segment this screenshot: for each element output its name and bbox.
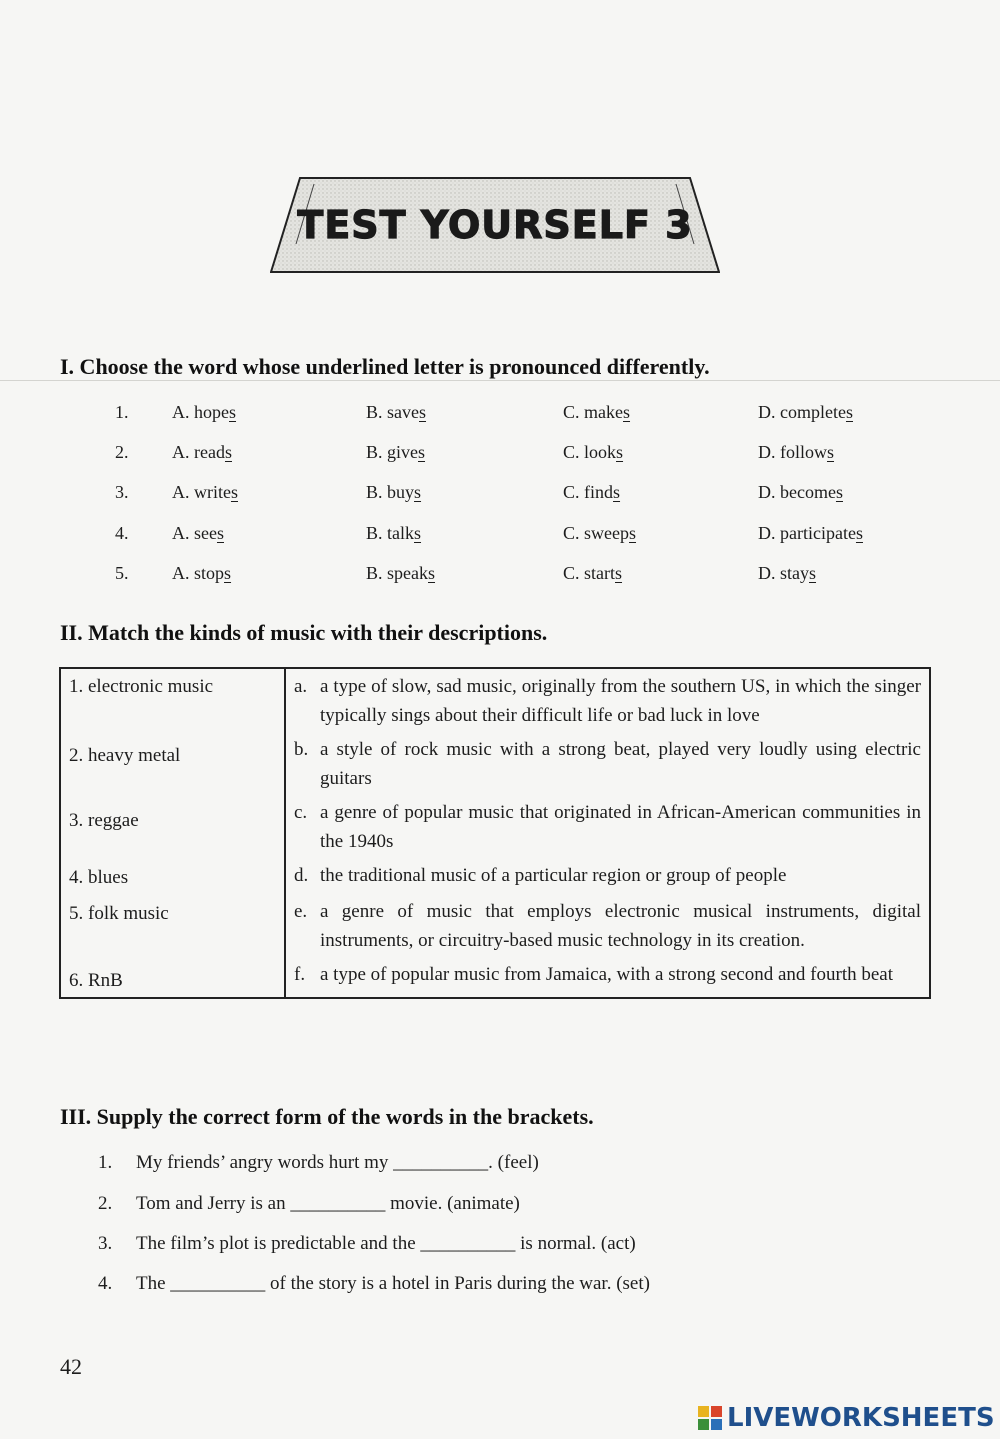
option-d[interactable] (758, 482, 843, 503)
music-kind (60, 858, 285, 894)
option-c[interactable] (563, 442, 623, 463)
option-word: B. save (366, 402, 419, 422)
option-word: B. speak (366, 563, 428, 583)
option-word: B. talk (366, 523, 414, 543)
section-3-heading: III. Supply the correct form of the words in the brackets. (60, 1104, 594, 1129)
underlined-letter: s (623, 402, 631, 422)
underlined-letter: s (224, 442, 232, 462)
answer-blank[interactable]: __________ (290, 1193, 386, 1214)
sentence-before: Tom and Jerry is an (136, 1193, 286, 1214)
page-number: 42 (60, 1354, 82, 1379)
underlined-letter: s (224, 563, 232, 583)
answer-blank[interactable]: __________ (393, 1152, 489, 1173)
option-word: C. look (563, 442, 617, 462)
music-kind-label: 1. electronic music (69, 676, 214, 697)
description-cell (285, 957, 930, 998)
table-row (60, 858, 930, 894)
sentence-before: The film’s plot is predictable and the (136, 1233, 416, 1254)
underlined-letter: s (809, 563, 817, 583)
liveworksheets-icon (697, 1405, 723, 1431)
option-word: A. hope (172, 402, 229, 422)
underlined-letter: s (414, 482, 422, 502)
description-letter: a. (294, 676, 308, 697)
item-number: 1. (98, 1152, 113, 1173)
option-word: C. make (563, 402, 623, 422)
question-number: 1. (115, 402, 129, 422)
option-a[interactable] (172, 523, 224, 544)
option-word: C. start (563, 563, 615, 583)
description-text: a type of popular music from Jamaica, with a strong second and fourth beat (320, 964, 893, 985)
table-row (60, 957, 930, 998)
option-c[interactable] (563, 563, 622, 584)
question-number: 5. (115, 563, 129, 583)
music-kind-label: 4. blues (69, 867, 129, 888)
question-number: 4. (115, 523, 129, 543)
option-word: B. give (366, 442, 418, 462)
table-row (60, 795, 930, 858)
divider (0, 380, 1000, 381)
page-title: TEST YOURSELF 3 (297, 203, 693, 247)
description-text: the traditional music of a particular region or group of people (320, 865, 787, 886)
option-d[interactable] (758, 523, 863, 544)
option-a[interactable] (172, 563, 231, 584)
matching-table (59, 667, 931, 999)
table-row (60, 732, 930, 795)
section-2-heading: II. Match the kinds of music with their descriptions. (60, 620, 548, 645)
option-word: B. buy (366, 482, 415, 502)
underlined-letter: s (855, 523, 863, 543)
option-word: C. find (563, 482, 614, 502)
description-text: a genre of popular music that originated in African-American communities in the 1940s (320, 802, 921, 852)
description-cell (285, 858, 930, 894)
music-kind (60, 894, 285, 957)
option-word: A. read (172, 442, 225, 462)
music-kind-label: 6. RnB (69, 970, 123, 991)
option-word: D. complete (758, 402, 846, 422)
option-b[interactable] (366, 563, 435, 584)
underlined-letter: s (418, 442, 426, 462)
sentence-before: My friends’ angry words hurt my (136, 1152, 389, 1173)
option-b[interactable] (366, 523, 421, 544)
description-letter: f. (294, 964, 306, 985)
question-number: 3. (115, 482, 129, 502)
section-1-heading: I. Choose the word whose underlined letter is pronounced differently. (60, 354, 710, 379)
music-kind (60, 732, 285, 795)
underlined-letter: s (230, 482, 238, 502)
description-cell (285, 894, 930, 957)
brand-name: LIVEWORKSHEETS (727, 1403, 995, 1433)
question-number: 2. (115, 442, 129, 462)
description-text: a type of slow, sad music, originally from the southern US, in which the singer typically sings about their difficult life or bad luck in love (320, 676, 921, 726)
sentence-before: The (136, 1273, 166, 1294)
option-c[interactable] (563, 523, 636, 544)
music-kind-label: 2. heavy metal (69, 745, 181, 766)
option-c[interactable] (563, 402, 630, 423)
description-cell (285, 795, 930, 858)
table-row (60, 668, 930, 732)
underlined-letter: s (629, 523, 637, 543)
option-a[interactable] (172, 482, 238, 503)
underlined-letter: s (616, 442, 624, 462)
music-kind (60, 957, 285, 998)
music-kind-label: 5. folk music (69, 903, 169, 924)
item-number: 4. (98, 1273, 113, 1294)
answer-blank[interactable]: __________ (170, 1273, 266, 1294)
description-letter: e. (294, 901, 308, 922)
music-kind-label: 3. reggae (69, 810, 139, 831)
description-cell (285, 668, 930, 732)
sentence-after: . (feel) (488, 1152, 539, 1173)
music-kind (60, 795, 285, 858)
item-sentence (136, 1233, 636, 1255)
underlined-letter: s (615, 563, 623, 583)
underlined-letter: s (613, 482, 621, 502)
brand-logo[interactable] (697, 1400, 995, 1436)
underlined-letter: s (419, 402, 427, 422)
underlined-letter: s (428, 563, 436, 583)
description-letter: d. (294, 865, 309, 886)
option-b[interactable] (366, 482, 421, 503)
option-word: C. sweep (563, 523, 629, 543)
option-word: D. stay (758, 563, 809, 583)
item-number: 3. (98, 1233, 113, 1254)
sentence-after: is normal. (act) (520, 1233, 636, 1254)
sentence-after: of the story is a hotel in Paris during the war. (set) (270, 1273, 650, 1294)
option-word: A. stop (172, 563, 225, 583)
option-b[interactable] (366, 442, 425, 463)
description-text: a style of rock music with a strong beat, played very loudly using electric guitars (320, 739, 921, 789)
option-d[interactable] (758, 402, 853, 423)
underlined-letter: s (229, 402, 237, 422)
description-text: a genre of music that employs electronic musical instruments, digital instruments, or circuitry-based music technology in its creation. (320, 901, 921, 951)
description-letter: b. (294, 739, 309, 760)
option-word: D. follow (758, 442, 827, 462)
description-letter: c. (294, 802, 308, 823)
option-d[interactable] (758, 563, 816, 584)
item-sentence (136, 1273, 650, 1295)
option-word: A. write (172, 482, 231, 502)
underlined-letter: s (414, 523, 422, 543)
underlined-letter: s (216, 523, 224, 543)
option-a[interactable] (172, 442, 232, 463)
option-b[interactable] (366, 402, 426, 423)
option-d[interactable] (758, 442, 834, 463)
option-a[interactable] (172, 402, 236, 423)
underlined-letter: s (835, 482, 843, 502)
option-word: A. see (172, 523, 217, 543)
sentence-after: movie. (animate) (390, 1193, 520, 1214)
option-word: D. become (758, 482, 836, 502)
option-word: D. participate (758, 523, 856, 543)
option-c[interactable] (563, 482, 620, 503)
music-kind (60, 668, 285, 732)
item-sentence (136, 1193, 520, 1215)
underlined-letter: s (845, 402, 853, 422)
item-sentence (136, 1152, 539, 1174)
answer-blank[interactable]: __________ (420, 1233, 516, 1254)
underlined-letter: s (827, 442, 835, 462)
table-row (60, 894, 930, 957)
title-banner (270, 176, 720, 274)
description-cell (285, 732, 930, 795)
item-number: 2. (98, 1193, 113, 1214)
